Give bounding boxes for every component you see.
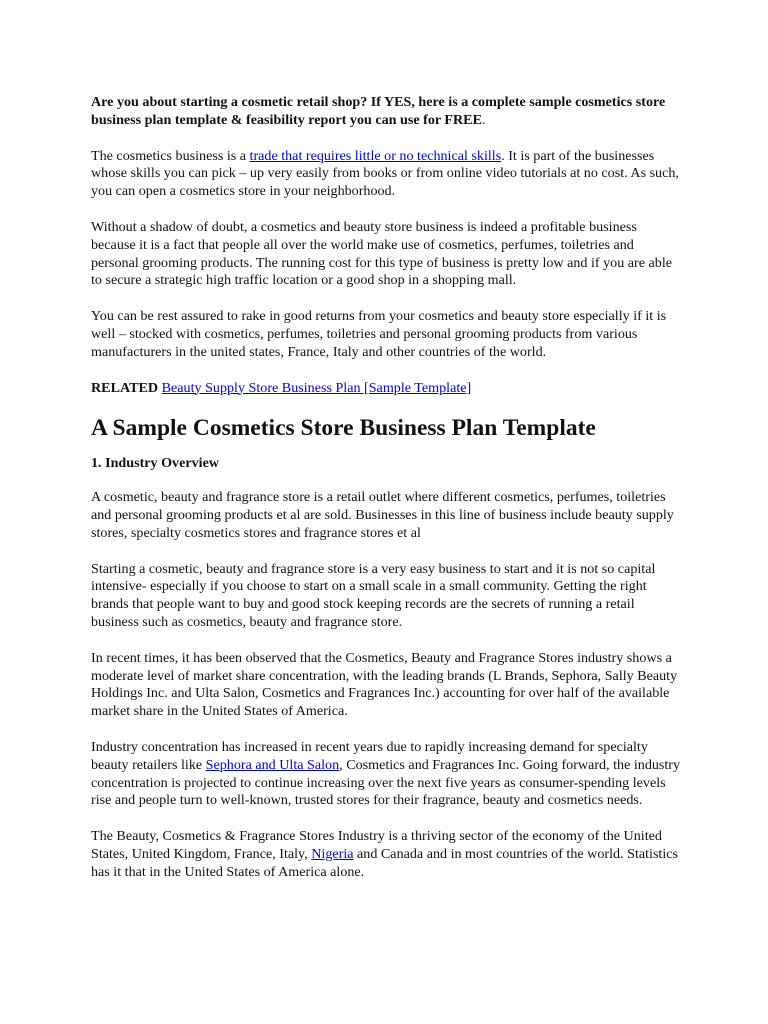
paragraph-technical-skills	[91, 148, 681, 201]
p4-after: , Cosmetics and Fragrances Inc. Going forward, the industry concentration is projected to continue increasing over the next five years as consumer-spending levels rise and people turn to well-known, trusted stores for their fragrance, beauty and cosmetics needs.	[91, 756, 681, 809]
technical-skills-link[interactable]: trade that requires little or no technical skills	[249, 147, 502, 164]
p5-after: and Canada and in most countries of the world. Statistics has it that in the United States of America alone.	[91, 845, 679, 880]
section-title-industry-overview: 1. Industry Overview	[91, 455, 220, 472]
paragraph-market-share: In recent times, it has been observed that the Cosmetics, Beauty and Fragrance Stores industry shows a moderate level of market share concentration, with the leading brands (L Brands, Sephora, Sally Beauty Holdings Inc. and Ulta Salon, Cosmetics and Fragrances Inc.) accounting for over half of the available market share in the United States of America.	[91, 649, 678, 720]
document-page	[91, 94, 681, 882]
related-line	[91, 380, 681, 398]
paragraph-industry-concentration	[91, 739, 681, 810]
p4-before: Industry concentration has increased in recent years due to rapidly increasing demand for specialty beauty retailers like	[91, 738, 648, 773]
page-heading: A Sample Cosmetics Store Business Plan Template	[91, 415, 596, 442]
related-link[interactable]: Beauty Supply Store Business Plan [Sample Template]	[161, 379, 472, 396]
intro-paragraph	[91, 94, 681, 130]
paragraph-easy-business: Starting a cosmetic, beauty and fragrance store is a very easy business to start and it is not so capital intensive- especially if you choose to start on a small scale in a small community. Getting the right brands that people want to buy and good stock keeping records are the secrets of running a retail business such as cosmetics, beauty and fragrance store.	[91, 560, 656, 630]
intro-text: Are you about starting a cosmetic retail shop? If YES, here is a complete sample cosmetics store business plan template & feasibility report you can use for FREE	[91, 94, 666, 128]
related-label: RELATED	[91, 379, 159, 396]
paragraph-profitable-business: Without a shadow of doubt, a cosmetics and beauty store business is indeed a profitable business because it is a fact that people all over the world make use of cosmetics, perfumes, toiletries and personal grooming products. The running cost for this type of business is pretty low and if you are able to secure a strategic high traffic location or a good shop in a shopping mall.	[91, 218, 672, 289]
p5-before: The Beauty, Cosmetics & Fragrance Stores Industry is a thriving sector of the economy of the United States, United Kingdom, France, Italy,	[91, 828, 662, 862]
p1-before: The cosmetics business is a	[91, 147, 250, 164]
p1-after: . It is part of the businesses whose skills you can pick – up very easily from books or from online video tutorials at no cost. As such, you can open a cosmetics store in your neighborhood.	[91, 147, 679, 200]
intro-end: .	[481, 111, 486, 128]
paragraph-thriving-sector	[91, 828, 681, 881]
sephora-ulta-link[interactable]: Sephora and Ulta Salon	[205, 756, 340, 773]
paragraph-good-returns: You can be rest assured to rake in good returns from your cosmetics and beauty store especially if it is well – stocked with cosmetics, perfumes, toiletries and personal grooming products from various manufacturers in the united states, France, Italy and other countries of the world.	[91, 308, 667, 360]
paragraph-store-definition: A cosmetic, beauty and fragrance store is a retail outlet where different cosmetics, perfumes, toiletries and personal grooming products et al are sold. Businesses in this line of business include beauty supply stores, specialty cosmetics stores and fragrance stores et al	[91, 489, 674, 541]
nigeria-link[interactable]: Nigeria	[311, 845, 354, 862]
